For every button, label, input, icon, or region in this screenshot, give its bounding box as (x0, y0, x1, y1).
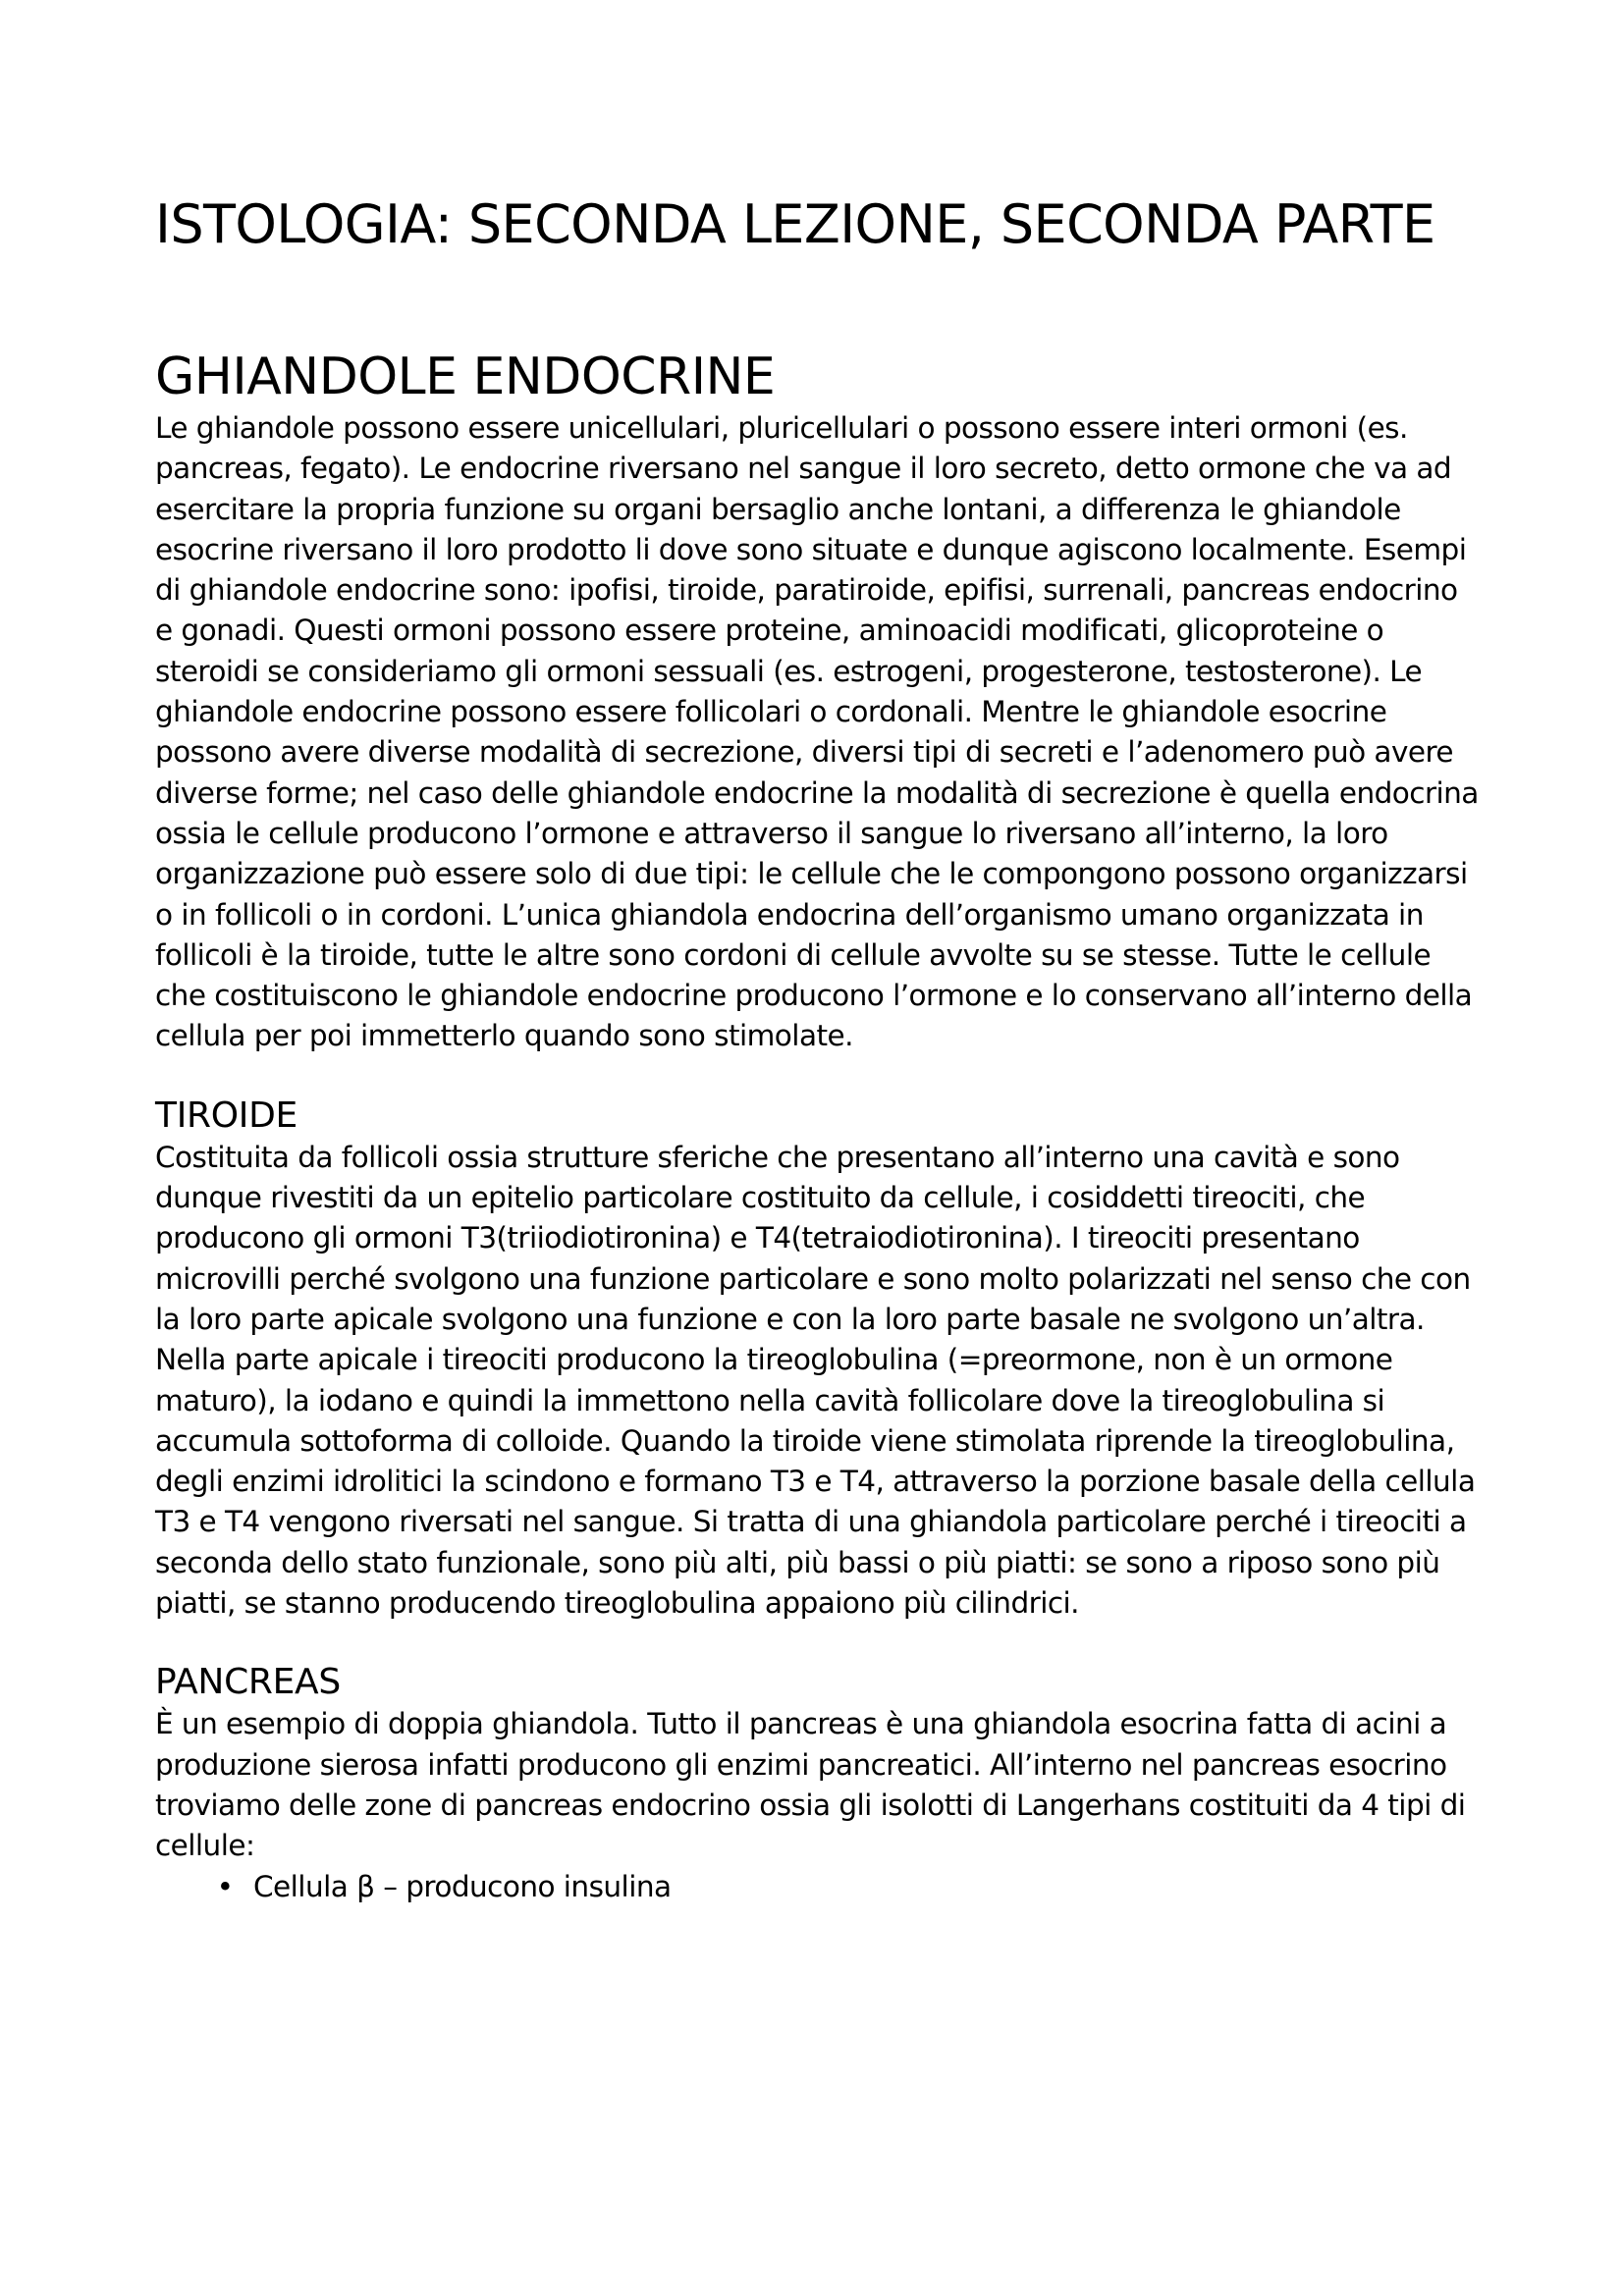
document-content (155, 190, 1483, 1907)
section-body-ghiandole-endocrine: Le ghiandole possono essere unicellulari, pluricellulari o possono essere interi ormoni (es. pancreas, fegato). Le endocrine riversano nel sangue il loro secreto, detto ormone che va ad esercitare la propria funzione su organi bersaglio anche lontani, a differenza le ghiandole esocrine riversano il loro prodotto li dove sono situate e dunque agiscono localmente. Esempi di ghiandole endocrine sono: ipofisi, tiroide, paratiroide, epifisi, surrenali, pancreas endocrino e gonadi. Questi ormoni possono essere proteine, aminoacidi modificati, glicoproteine o steroidi se consideriamo gli ormoni sessuali (es. estrogeni, progesterone, testosterone). Le ghiandole endocrine possono essere follicolari o cordonali. Mentre le ghiandole esocrine possono avere diverse modalità di secrezione, diversi tipi di secreti e l’adenomero può avere diverse forme; nel caso delle ghiandole endocrine la modalità di secrezione è quella endocrina ossia le cellule producono l’ormone e attraverso il sangue lo riversano all’interno, la loro organizzazione può essere solo di due tipi: le cellule che le compongono possono organizzarsi o in follicoli o in cordoni. L’unica ghiandola endocrina dell’organismo umano organizzata in follicoli è la tiroide, tutte le altre sono cordoni di cellule avvolte su se stesse. Tutte le cellule che costituiscono le ghiandole endocrine producono l’ormone e lo conservano all’interno della cellula per poi immetterlo quando sono stimolate. (155, 411, 1479, 1053)
document-title: ISTOLOGIA: SECONDA LEZIONE, SECONDA PARTE (155, 193, 1435, 255)
bullet-icon: • (216, 1869, 234, 1903)
section-body-tiroide: Costituita da follicoli ossia strutture sferiche che presentano all’interno una cavità e sono dunque rivestiti da un epitelio particolare costituito da cellule, i cosiddetti tireociti, che producono gli ormoni T3(triiodiotironina) e T4(tetraiodiotironina). I tireociti presentano microvilli perché svolgono una funzione particolare e sono molto polarizzati nel senso che con la loro parte apicale svolgono una funzione e con la loro parte basale ne svolgono un’altra. Nella parte apicale i tireociti producono la tireoglobulina (=preormone, non è un ormone maturo), la iodano e quindi la immettono nella cavità follicolare dove la tireoglobulina si accumula sottoforma di colloide. Quando la tiroide viene stimolata riprende la tireoglobulina, degli enzimi idrolitici la scindono e formano T3 e T4, attraverso la porzione basale della cellula T3 e T4 vengono riversati nel sangue. Si tratta di una ghiandola particolare perché i tireociti a seconda dello stato funzionale, sono più alti, più bassi o più piatti: se sono a riposo sono più piatti, se stanno producendo tireoglobulina appaiono più cilindrici. (155, 1140, 1476, 1621)
section-body-pancreas: È un esempio di doppia ghiandola. Tutto il pancreas è una ghiandola esocrina fatta di acini a produzione sierosa infatti producono gli enzimi pancreatici. All’interno nel pancreas esocrino troviamo delle zone di pancreas endocrino ossia gli isolotti di Langerhans costituiti da 4 tipi di cellule: (155, 1707, 1466, 1863)
section-heading-pancreas: PANCREAS (155, 1662, 341, 1703)
list-item (155, 1867, 1483, 1907)
section-ghiandole-endocrine (155, 346, 1483, 1057)
list-item-text: Cellula β – producono insulina (253, 1869, 672, 1903)
section-pancreas (155, 1661, 1483, 1906)
bullet-list-cell-types (155, 1867, 1483, 1907)
section-heading-tiroide: TIROIDE (155, 1095, 298, 1136)
section-tiroide (155, 1095, 1483, 1625)
section-heading-ghiandole-endocrine: GHIANDOLE ENDOCRINE (155, 347, 776, 406)
